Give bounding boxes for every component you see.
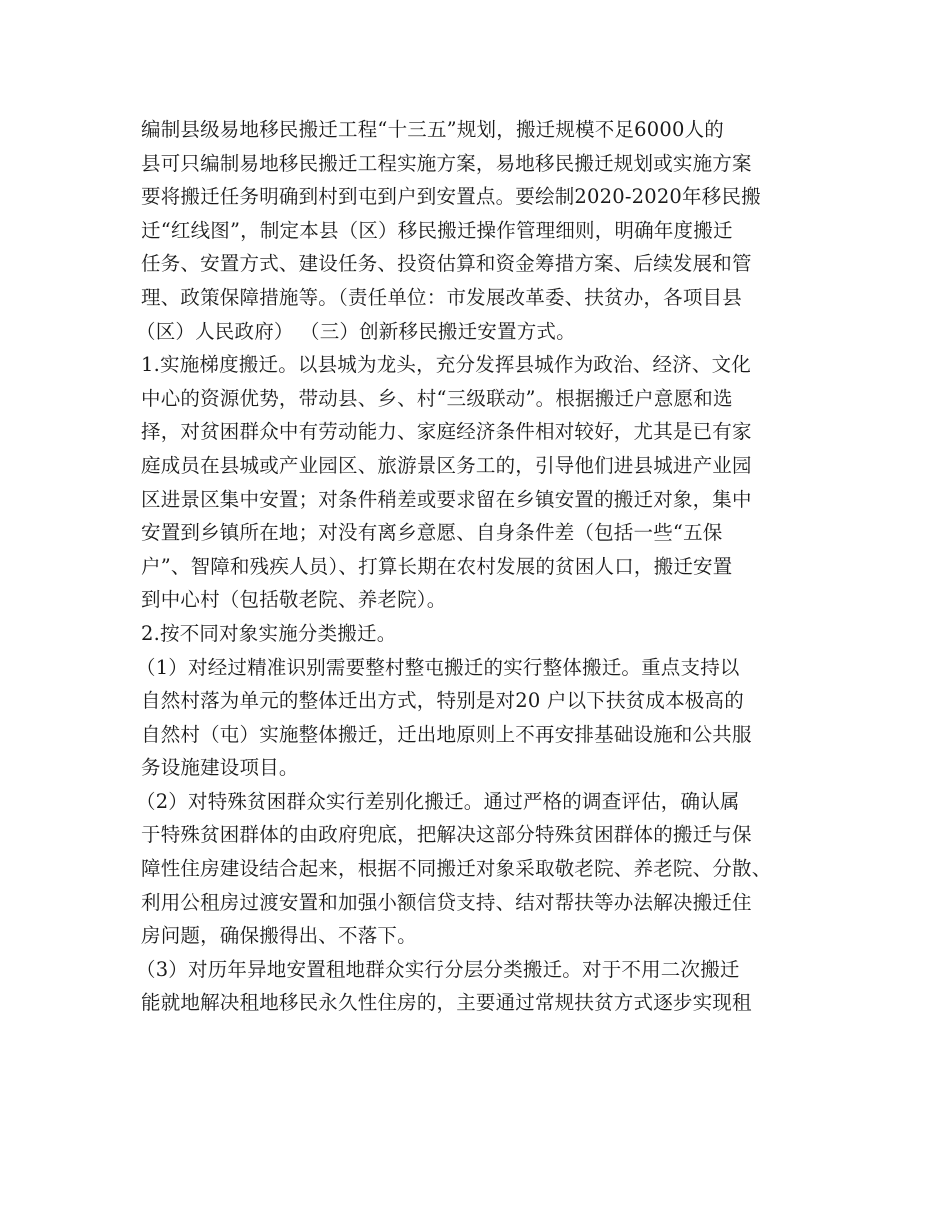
text-line: 障性住房建设结合起来，根据不同搬迁对象采取敬老院、养老院、分散、: [141, 857, 772, 881]
text-line: 到中心村（包括敬老院、养老院）。: [141, 588, 447, 612]
text-line: （1）对经过精准识别需要整村整屯搬迁的实行整体搬迁。重点支持以: [136, 655, 740, 679]
text-line: 于特殊贫困群体的由政府兜底，把解决这部分特殊贫困群体的搬迁与保: [141, 823, 752, 847]
text-line: 安置到乡镇所在地；对没有离乡意愿、自身条件差（包括一些“五保: [141, 521, 723, 545]
text-line: 务设施建设项目。: [141, 756, 299, 780]
text-line: 中心的资源优势，带动县、乡、村“三级联动”。根据搬迁户意愿和选: [141, 386, 733, 410]
text-line: 任务、安置方式、建设任务、投资估算和资金筹措方案、后续发展和管: [141, 252, 752, 276]
text-line: 自然村（屯）实施整体搬迁，迁出地原则上不再安排基础设施和公共服: [141, 722, 752, 746]
text-line: （3）对历年异地安置租地群众实行分层分类搬迁。对于不用二次搬迁: [136, 957, 740, 981]
text-line: 择，对贫困群众中有劳动能力、家庭经济条件相对较好，尤其是已有家: [141, 420, 752, 444]
text-line: 户”、智障和残疾人员）、打算长期在农村发展的贫困人口，搬迁安置: [141, 554, 733, 578]
document-body: [136, 113, 821, 1020]
text-line: 县可只编制易地移民搬迁工程实施方案，易地移民搬迁规划或实施方案: [141, 151, 752, 175]
text-line: 房问题，确保搬得出、不落下。: [141, 924, 417, 948]
text-line: 能就地解决租地移民永久性住房的，主要通过常规扶贫方式逐步实现租: [141, 991, 752, 1015]
text-line: 迁“红线图”，制定本县（区）移民搬迁操作管理细则，明确年度搬迁: [141, 218, 733, 242]
text-line: （区）人民政府） （三）创新移民搬迁安置方式。: [136, 319, 576, 343]
text-line: 庭成员在县城或产业园区、旅游景区务工的，引导他们进县城进产业园: [141, 453, 752, 477]
text-line: （2）对特殊贫困群众实行差别化搬迁。通过严格的调查评估，确认属: [136, 789, 740, 813]
text-line: 区进景区集中安置；对条件稍差或要求留在乡镇安置的搬迁对象，集中: [141, 487, 752, 511]
text-line: 利用公租房过渡安置和加强小额信贷支持、结对帮扶等办法解决搬迁住: [141, 890, 752, 914]
text-line: 要将搬迁任务明确到村到屯到户到安置点。要绘制2020-2020年移民搬: [141, 185, 761, 209]
text-line: 自然村落为单元的整体迁出方式，特别是对20 户以下扶贫成本极高的: [141, 689, 744, 713]
text-line: 1.实施梯度搬迁。以县城为龙头，充分发挥县城作为政治、经济、文化: [141, 353, 752, 377]
text-line: 理、政策保障措施等。（责任单位：市发展改革委、扶贫办，各项目县: [141, 285, 742, 309]
text-line: 编制县级易地移民搬迁工程“十三五”规划，搬迁规模不足6000人的: [141, 118, 724, 141]
text-line: 2.按不同对象实施分类搬迁。: [141, 621, 397, 645]
